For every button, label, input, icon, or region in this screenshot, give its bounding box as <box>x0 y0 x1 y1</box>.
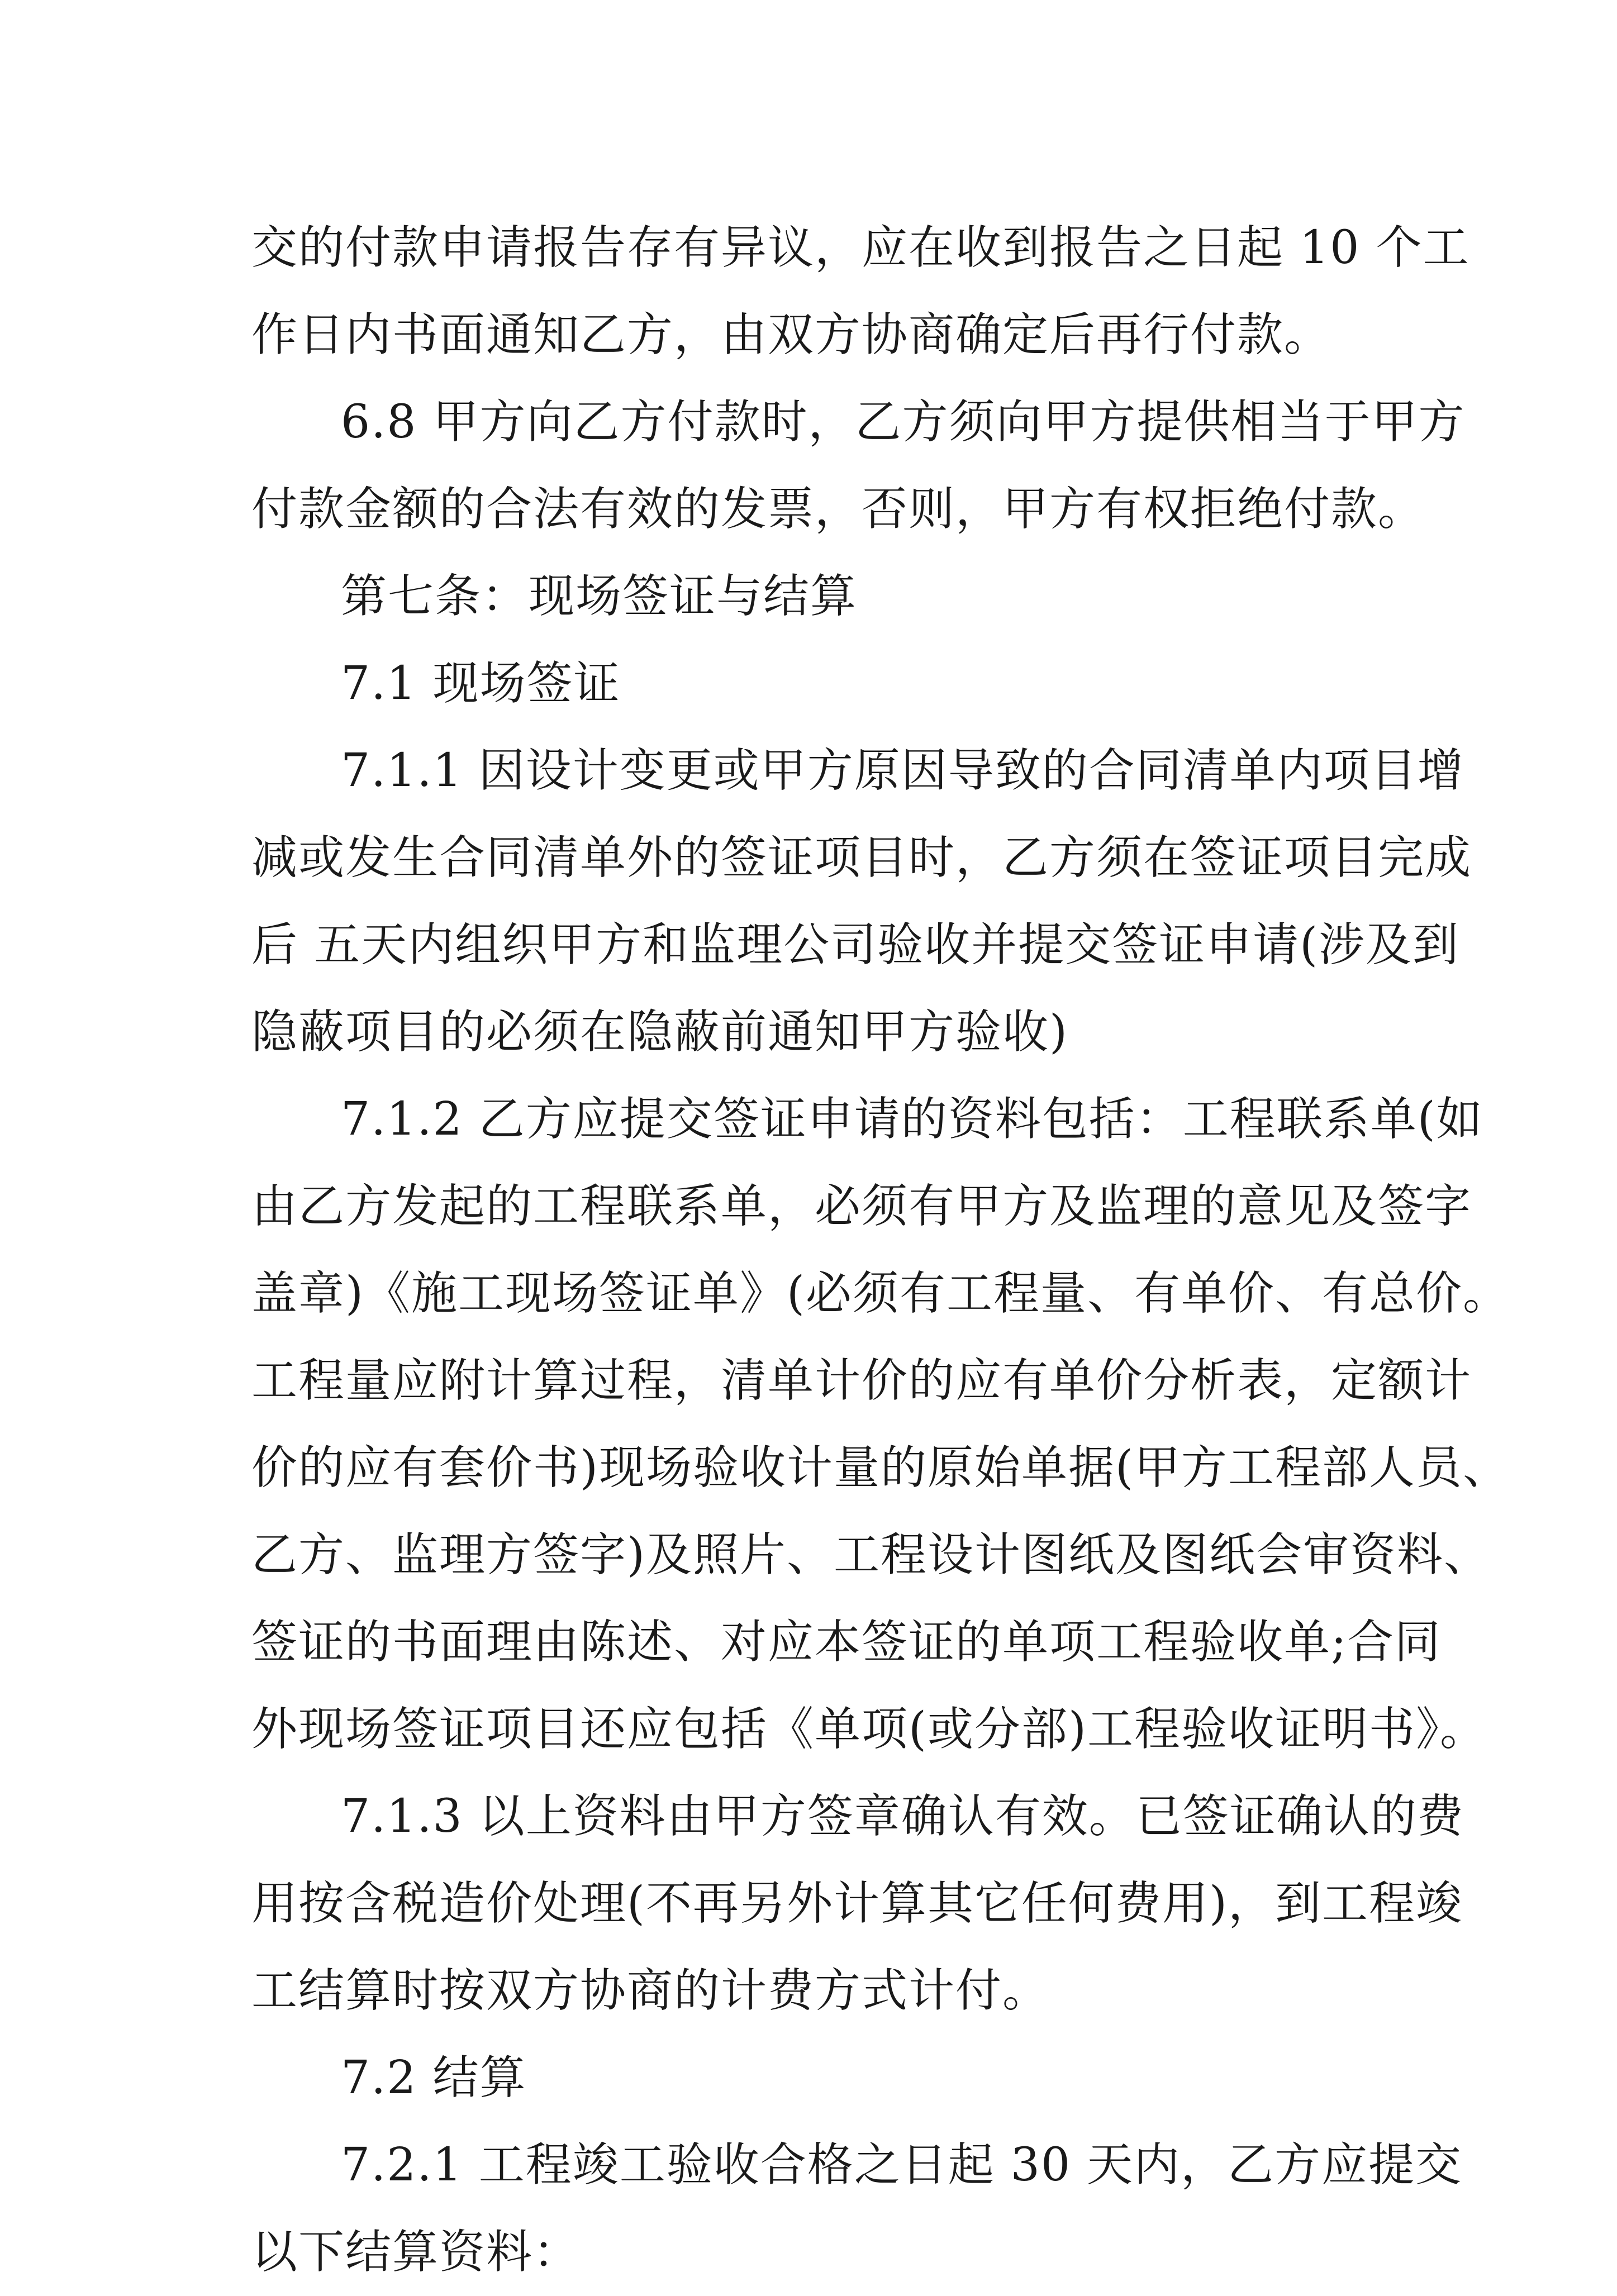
text-line: 盖章)《施工现场签证单》(必须有工程量、有单价、有总价。 <box>251 1267 1510 1320</box>
text-line: 签证的书面理由陈述、对应本签证的单项工程验收单;合同 <box>251 1616 1442 1669</box>
text-line: 工程量应附计算过程，清单计价的应有单价分析表，定额计 <box>251 1354 1472 1407</box>
text-line: 交的付款申请报告存有异议，应在收到报告之日起 10 个工 <box>251 221 1470 274</box>
text-line: 用按含税造价处理(不再另外计算其它任何费用)，到工程竣 <box>251 1877 1463 1930</box>
text-line: 6.8 甲方向乙方付款时，乙方须向甲方提供相当于甲方 <box>341 396 1466 449</box>
text-line: 后 五天内组织甲方和监理公司验收并提交签证申请(涉及到 <box>251 918 1460 971</box>
text-line: 由乙方发起的工程联系单，必须有甲方及监理的意见及签字 <box>251 1180 1472 1233</box>
text-line: 以下结算资料： <box>251 2226 581 2279</box>
text-line: 价的应有套价书)现场验收计量的原始单据(甲方工程部人员、 <box>251 1441 1510 1494</box>
subsection-heading: 7.2 结算 <box>341 2051 527 2104</box>
text-line: 减或发生合同清单外的签证项目时，乙方须在签证项目完成 <box>251 831 1472 884</box>
text-line: 7.1.1 因设计变更或甲方原因导致的合同清单内项目增 <box>341 744 1464 797</box>
subsection-heading: 7.1 现场签证 <box>341 657 621 710</box>
text-line: 付款金额的合法有效的发票，否则，甲方有权拒绝付款。 <box>251 483 1425 536</box>
document-body <box>251 204 1510 2296</box>
text-line: 隐蔽项目的必须在隐蔽前通知甲方验收) <box>251 1006 1068 1059</box>
text-line: 作日内书面通知乙方，由双方协商确定后再行付款。 <box>251 308 1331 361</box>
text-line: 7.2.1 工程竣工验收合格之日起 30 天内，乙方应提交 <box>341 2138 1463 2192</box>
text-line: 工结算时按双方协商的计费方式计付。 <box>251 1964 1050 2017</box>
text-line: 7.1.2 乙方应提交签证申请的资料包括：工程联系单(如 <box>341 1093 1483 1146</box>
text-line: 7.1.3 以上资料由甲方签章确认有效。已签证确认的费 <box>341 1790 1464 1843</box>
section-heading: 第七条：现场签证与结算 <box>341 570 858 623</box>
text-line: 乙方、监理方签字)及照片、工程设计图纸及图纸会审资料、 <box>251 1528 1491 1582</box>
text-line: 外现场签证项目还应包括《单项(或分部)工程验收证明书》。 <box>251 1703 1487 1756</box>
